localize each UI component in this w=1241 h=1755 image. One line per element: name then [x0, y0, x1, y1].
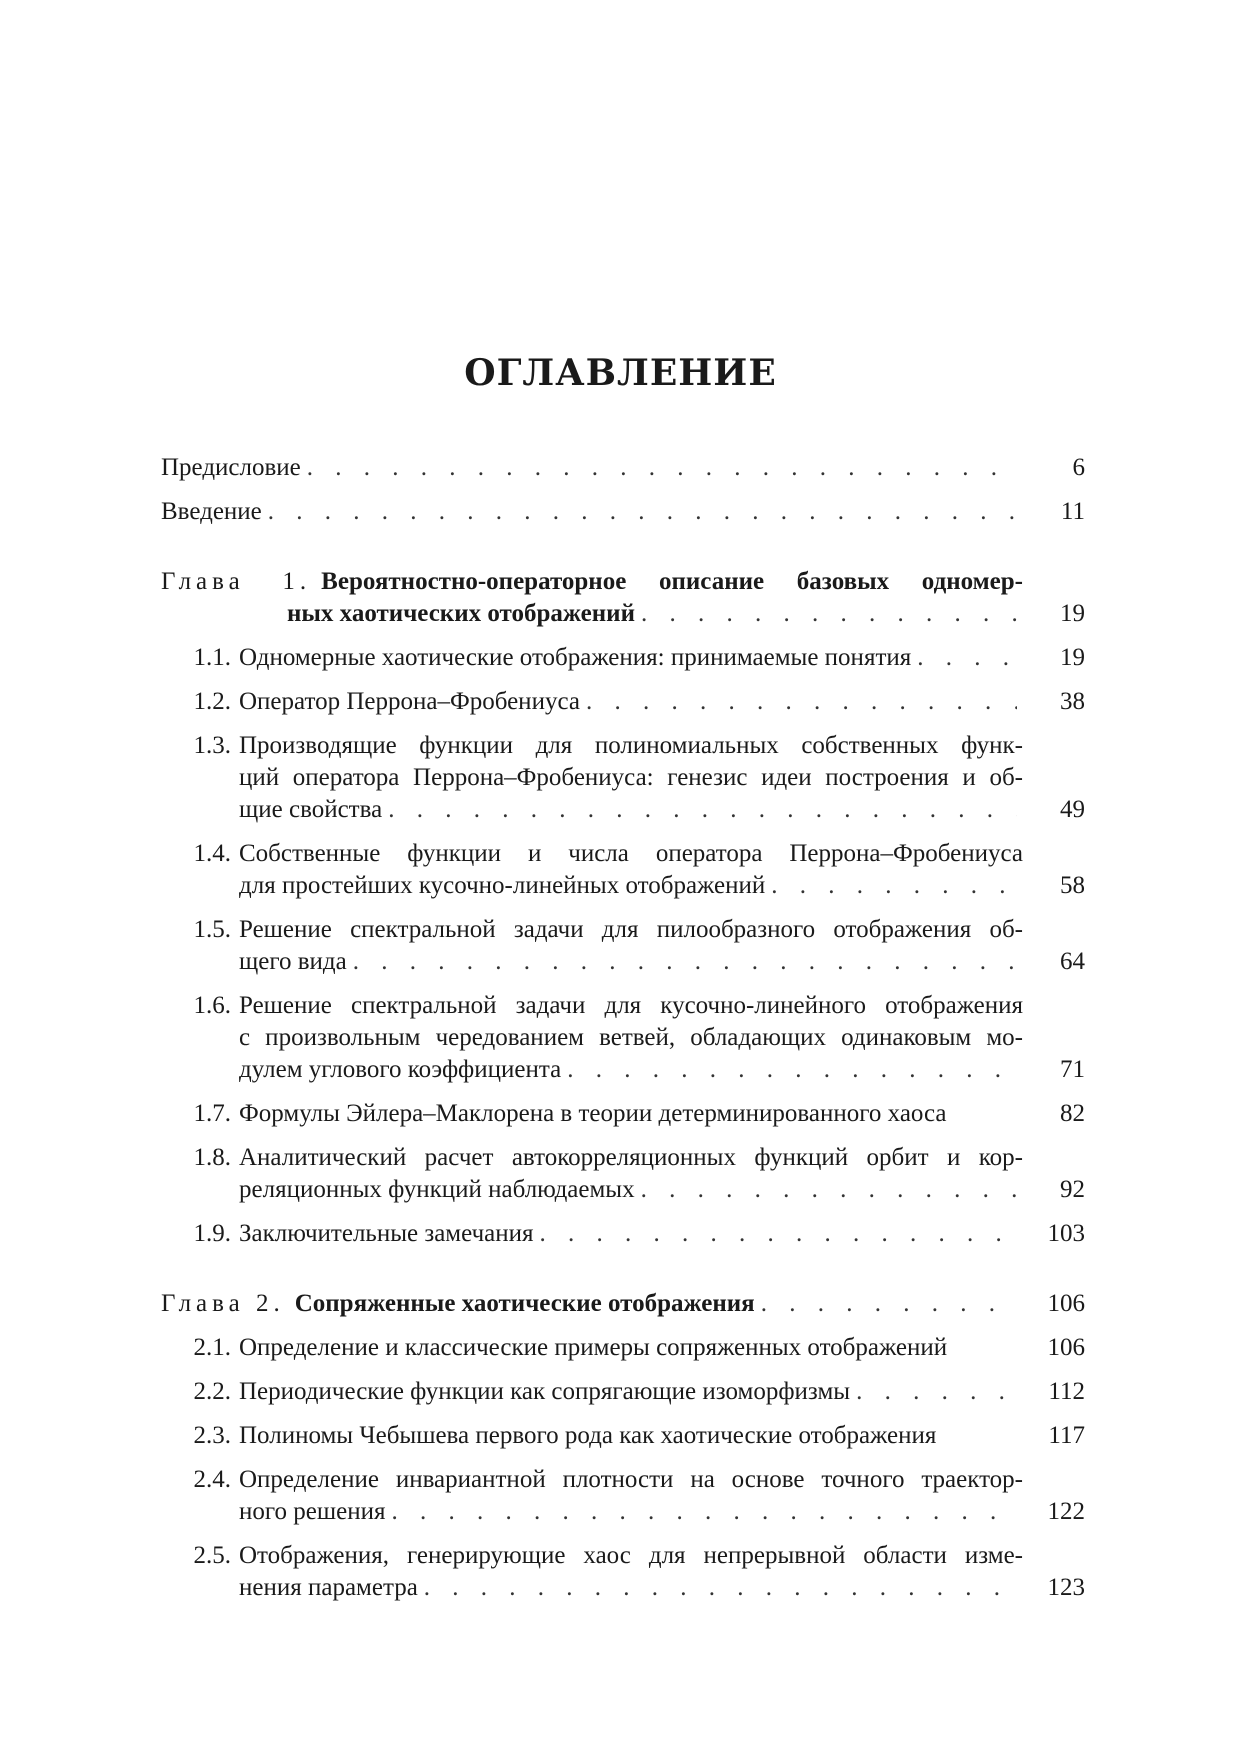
section-number: 2.3.	[193, 1422, 231, 1449]
entry-text: щие свойства	[239, 796, 383, 823]
toc-entry	[161, 452, 1085, 484]
section-body	[239, 1098, 1023, 1130]
page-number: 64	[1060, 948, 1085, 975]
section-number: 1.3.	[193, 732, 231, 759]
entry-text: дулем углового коэффициента	[239, 1056, 562, 1083]
section-number: 1.8.	[193, 1144, 231, 1171]
section-text-line: с произвольным чередованием ветвей, обладающих одинаковым мо-	[239, 1024, 1023, 1051]
entry-last-line	[239, 870, 1023, 902]
page-number: 19	[1060, 644, 1085, 671]
entry-last-line	[161, 452, 1023, 484]
entry-text: Оператор Перрона–Фробениуса	[239, 688, 580, 715]
page-number: 58	[1060, 872, 1085, 899]
section-entry	[161, 1376, 1085, 1408]
section-body	[239, 1540, 1023, 1604]
entry-text: Предисловие	[161, 454, 301, 481]
section-number: 1.7.	[193, 1100, 231, 1127]
section-number: 1.6.	[193, 992, 231, 1019]
section-text-line: Аналитический расчет автокорреляционных функций орбит и кор-	[239, 1144, 1023, 1171]
page-number: 11	[1060, 498, 1085, 525]
dot-leader	[388, 794, 1017, 826]
entry-text: Одномерные хаотические отображения: принимаемые понятия	[239, 644, 912, 671]
entry-last-line	[161, 496, 1023, 528]
page-number: 122	[1047, 1498, 1085, 1525]
section-entry	[161, 1332, 1085, 1364]
dot-leader	[917, 642, 1017, 674]
entry-last-line	[239, 1332, 1023, 1364]
section-text-line: Отображения, генерирующие хаос для непрерывной области изме-	[239, 1542, 1023, 1569]
section-entry	[161, 686, 1085, 718]
page-number: 123	[1047, 1574, 1085, 1601]
dot-leader	[586, 686, 1017, 718]
table-of-contents	[161, 452, 1085, 1616]
section-entry	[161, 1218, 1085, 1250]
section-entry	[161, 1540, 1085, 1604]
chapter-label: Глава 2.	[161, 1290, 285, 1317]
chapter-label: Глава 1.	[161, 568, 312, 595]
entry-text: Полиномы Чебышева первого рода как хаотические отображения	[239, 1422, 937, 1449]
section-body	[239, 990, 1023, 1086]
dot-leader	[567, 1054, 1017, 1086]
entry-body	[161, 496, 1023, 528]
dot-leader	[268, 496, 1017, 528]
chapter-title: Сопряженные хаотические отображения	[294, 1290, 755, 1317]
section-body	[239, 1332, 1023, 1364]
entry-text: Введение	[161, 498, 262, 525]
section-number: 1.2.	[193, 688, 231, 715]
toc-entry	[161, 496, 1085, 528]
chapter-heading	[161, 1288, 1085, 1320]
page-number: 82	[1060, 1100, 1085, 1127]
dot-leader	[540, 1218, 1017, 1250]
dot-leader	[761, 1288, 1017, 1320]
entry-last-line	[239, 1496, 1023, 1528]
entry-text: Определение и классические примеры сопряженных отображений	[239, 1334, 948, 1361]
dot-leader	[641, 1174, 1017, 1206]
dot-leader	[856, 1376, 1017, 1408]
dot-leader	[641, 598, 1017, 630]
chapter-first-line	[161, 566, 1023, 598]
page-number: 103	[1047, 1220, 1085, 1247]
section-number: 1.4.	[193, 840, 231, 867]
section-entry	[161, 838, 1085, 902]
section-number: 1.9.	[193, 1220, 231, 1247]
entry-text: для простейших кусочно-линейных отображений	[239, 872, 766, 899]
section-number: 1.5.	[193, 916, 231, 943]
section-body	[239, 1142, 1023, 1206]
section-entry	[161, 1098, 1085, 1130]
entry-text: щего вида	[239, 948, 347, 975]
page-number: 38	[1060, 688, 1085, 715]
entry-last-line	[239, 1098, 1023, 1130]
entry-last-line	[239, 1174, 1023, 1206]
section-number: 2.5.	[193, 1542, 231, 1569]
dot-leader	[307, 452, 1017, 484]
section-body	[239, 1376, 1023, 1408]
chapter-title: Вероятностно-операторное описание базовых одномер-	[321, 568, 1024, 595]
entry-last-line	[239, 1218, 1023, 1250]
entry-last-line	[239, 794, 1023, 826]
chapter-body	[161, 1288, 1023, 1320]
dot-leader	[771, 870, 1017, 902]
section-text-line: Решение спектральной задачи для кусочно-линейного отображения	[239, 992, 1023, 1019]
section-number: 1.1.	[193, 644, 231, 671]
section-number: 2.1.	[193, 1334, 231, 1361]
section-text-line: Производящие функции для полиномиальных собственных функ-	[239, 732, 1023, 759]
section-body	[239, 914, 1023, 978]
dot-leader	[391, 1496, 1017, 1528]
page-number: 112	[1048, 1378, 1085, 1405]
page-number: 49	[1060, 796, 1085, 823]
entry-text: нения параметра	[239, 1574, 418, 1601]
section-number: 2.2.	[193, 1378, 231, 1405]
page-number: 106	[1047, 1290, 1085, 1317]
section-entry	[161, 730, 1085, 826]
page-number: 71	[1060, 1056, 1085, 1083]
page-number: 106	[1047, 1334, 1085, 1361]
entry-last-line	[239, 642, 1023, 674]
page-number: 117	[1048, 1422, 1085, 1449]
chapter-line	[161, 1288, 1023, 1320]
entry-text: Периодические функции как сопрягающие изоморфизмы	[239, 1378, 851, 1405]
chapter-heading	[161, 566, 1085, 630]
entry-last-line	[239, 1420, 1023, 1452]
section-entry	[161, 1142, 1085, 1206]
section-body	[239, 1420, 1023, 1452]
chapter-body	[161, 566, 1023, 630]
page-number: 19	[1060, 600, 1085, 627]
section-entry	[161, 914, 1085, 978]
entry-last-line	[239, 1376, 1023, 1408]
entry-last-line	[239, 946, 1023, 978]
section-text-line: Решение спектральной задачи для пилообразного отображения об-	[239, 916, 1023, 943]
section-text-line: Определение инвариантной плотности на основе точного траектор-	[239, 1466, 1023, 1493]
entry-last-line	[161, 598, 1023, 630]
section-number: 2.4.	[193, 1466, 231, 1493]
entry-text: ного решения	[239, 1498, 386, 1525]
section-body	[239, 1218, 1023, 1250]
section-text-line: Собственные функции и числа оператора Перрона–Фробениуса	[239, 840, 1023, 867]
section-body	[239, 686, 1023, 718]
entry-text: ных хаотических отображений	[287, 600, 635, 627]
entry-text: Заключительные замечания	[239, 1220, 534, 1247]
section-body	[239, 730, 1023, 826]
section-entry	[161, 642, 1085, 674]
entry-last-line	[239, 1054, 1023, 1086]
section-body	[239, 642, 1023, 674]
section-entry	[161, 990, 1085, 1086]
dot-leader	[353, 946, 1017, 978]
page-number: 6	[1072, 454, 1085, 481]
dot-leader	[424, 1572, 1017, 1604]
entry-body	[161, 452, 1023, 484]
entry-text: реляционных функций наблюдаемых	[239, 1176, 635, 1203]
section-body	[239, 1464, 1023, 1528]
section-text-line: ций оператора Перрона–Фробениуса: генезис идеи построения и об-	[239, 764, 1023, 791]
page-number: 92	[1060, 1176, 1085, 1203]
section-body	[239, 838, 1023, 902]
entry-last-line	[239, 686, 1023, 718]
section-entry	[161, 1464, 1085, 1528]
entry-text: Формулы Эйлера–Маклорена в теории детерминированного хаоса	[239, 1100, 947, 1127]
section-entry	[161, 1420, 1085, 1452]
page-title: ОГЛАВЛЕНИЕ	[464, 352, 777, 394]
entry-last-line	[239, 1572, 1023, 1604]
